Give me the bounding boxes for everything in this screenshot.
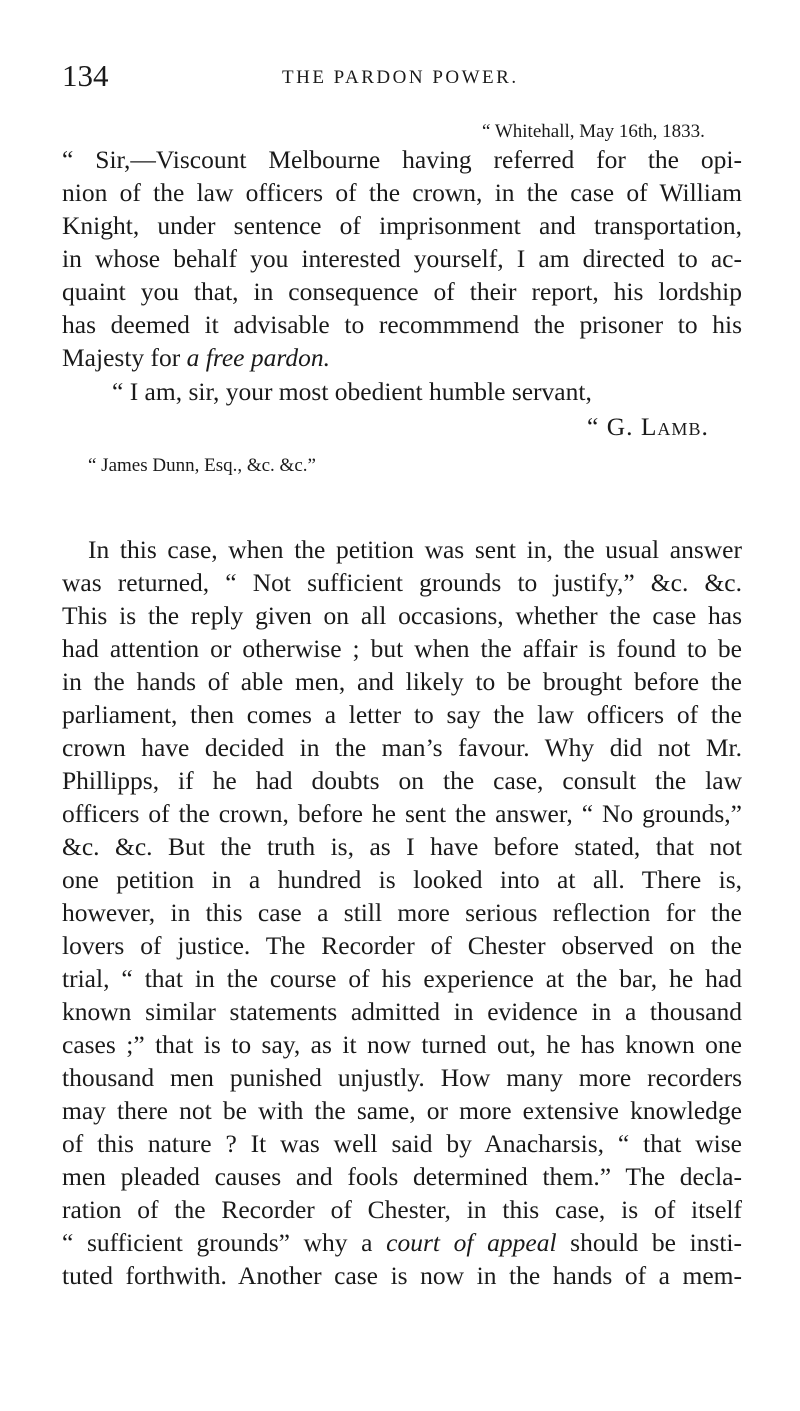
letter-body-text: “ Sir,—Viscount Melbourne having referred for the opi- bbox=[62, 145, 742, 174]
paragraph-line-18: may there not be with the same, or more extensive knowledge bbox=[62, 1096, 742, 1125]
letter-closing: “ I am, sir, your most obedient humble servant, bbox=[112, 377, 592, 406]
letter-line-4: in whose behalf you interested yourself, I am directed to ac- bbox=[62, 244, 742, 273]
paragraph-line-15: known similar statements admitted in evidence in a thousand bbox=[62, 997, 742, 1026]
paragraph-line-2: was returned, “ Not sufficient grounds to justify,” &c. &c. bbox=[62, 568, 742, 597]
paragraph-line-5: in the hands of able men, and likely to be brought before the bbox=[62, 667, 742, 696]
paragraph-line-19: of this nature ? It was well said by Anacharsis, “ that wise bbox=[62, 1129, 742, 1158]
letter-line-7 bbox=[62, 342, 330, 374]
letter-line-1 bbox=[62, 144, 742, 176]
paragraph-line-21: ration of the Recorder of Chester, in this case, is of itself bbox=[62, 1195, 742, 1224]
letter-line-7-text: Majesty for bbox=[62, 343, 187, 372]
paragraph-line-8: Phillipps, if he had doubts on the case, consult the law bbox=[62, 766, 742, 795]
letter-addressee: “ James Dunn, Esq., &c. &c.” bbox=[88, 455, 316, 476]
paragraph-line-10: &c. &c. But the truth is, as I have before stated, that not bbox=[62, 832, 742, 861]
paragraph-line-20: men pleaded causes and fools determined them.” The decla- bbox=[62, 1162, 742, 1191]
paragraph-line-11: one petition in a hundred is looked into at all. There is, bbox=[62, 865, 742, 894]
paragraph-line-1: In this case, when the petition was sent in, the usual answer bbox=[88, 535, 742, 564]
letter-line-6: has deemed it advisable to recommmend the prisoner to his bbox=[62, 310, 742, 339]
paragraph-line-9: officers of the crown, before he sent the answer, “ No grounds,” bbox=[62, 799, 742, 828]
paragraph-line-3: This is the reply given on all occasions, whether the case has bbox=[62, 601, 742, 630]
letter-line-3: Knight, under sentence of imprisonment and transportation, bbox=[62, 211, 742, 240]
court-of-appeal-italic: court of appeal bbox=[386, 1228, 557, 1257]
page-number: 134 bbox=[62, 58, 109, 93]
paragraph-line-12: however, in this case a still more serious reflection for the bbox=[62, 898, 742, 927]
paragraph-line-6: parliament, then comes a letter to say the law officers of the bbox=[62, 700, 742, 729]
paragraph-line-23: tuted forthwith. Another case is now in the hands of a mem- bbox=[62, 1261, 742, 1290]
paragraph-line-17: thousand men punished unjustly. How many more recorders bbox=[62, 1063, 742, 1092]
paragraph-line-16: cases ;” that is to say, as it now turned out, he has known one bbox=[62, 1030, 742, 1059]
paragraph-line-22-suffix: should be insti- bbox=[556, 1228, 742, 1257]
free-pardon-italic: a free pardon. bbox=[186, 343, 330, 372]
letter-dateline: “ Whitehall, May 16th, 1833. bbox=[482, 121, 705, 142]
page-header bbox=[62, 58, 742, 98]
paragraph-line-14: trial, “ that in the course of his experience at the bar, he had bbox=[62, 964, 742, 993]
letter-line-2: nion of the law officers of the crown, in the case of William bbox=[62, 178, 742, 207]
paragraph-line-13: lovers of justice. The Recorder of Chester observed on the bbox=[62, 931, 742, 960]
paragraph-line-22 bbox=[62, 1227, 742, 1259]
paragraph-line-22-prefix: “ sufficient grounds” why a bbox=[62, 1228, 387, 1257]
running-head: THE PARDON POWER. bbox=[282, 67, 519, 88]
letter-line-5: quaint you that, in consequence of their report, his lordship bbox=[62, 277, 742, 306]
paragraph-line-7: crown have decided in the man’s favour. Why did not Mr. bbox=[62, 733, 742, 762]
paragraph-line-4: had attention or otherwise ; but when the affair is found to be bbox=[62, 634, 742, 663]
letter-signature: “ G. Lamb. bbox=[587, 412, 709, 441]
